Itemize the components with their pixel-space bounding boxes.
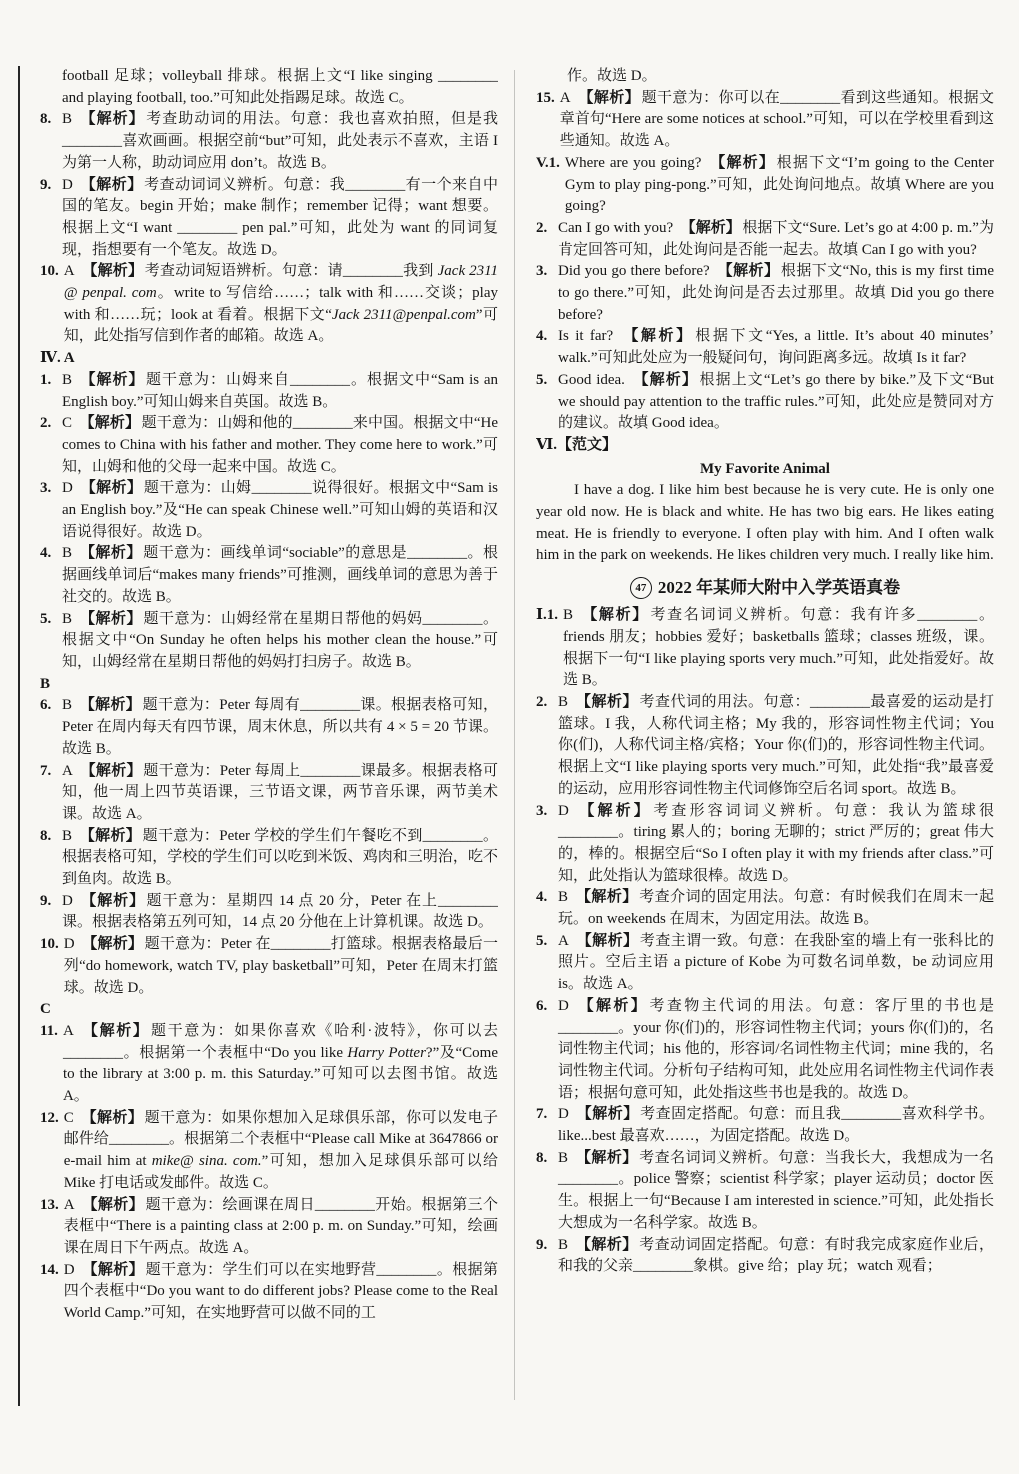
item-number: 15. [536, 89, 555, 106]
item-answer: B [558, 1149, 569, 1166]
answer-item [40, 934, 498, 999]
item-body [558, 218, 994, 261]
text-segment: 根据上文“Let’s go there by bike.”及下文“But we should pay attention to the traffic rules.”可知，此处应是赞同对方的建议。故填 Good idea。 [558, 371, 994, 432]
right-column [536, 66, 994, 1436]
section-heading: C [40, 1001, 51, 1018]
item-answer: A [62, 762, 73, 779]
analysis-tag: 【解析】 [80, 176, 143, 193]
answer-item [536, 1104, 994, 1147]
text-segment: 考查动词词义辨析。句意：我________有一个来自中国的笔友。begin 开始；make 制作；remember 记得；want 想要。根据上文“I want ________ pen pal.”可知，此处为 want 的同词复现，指想要有一个笔友。故选 D。 [62, 176, 498, 258]
item-answer: B [558, 693, 569, 710]
text-segment: 根据下文“Yes, a little. It’s about 40 minutes’ walk.”可知此处应为一般疑问句，询问距离多远。故填 Is it far? [558, 328, 994, 367]
analysis-tag: 【解析】 [576, 997, 649, 1014]
analysis-tag: 【解析】 [79, 697, 142, 714]
answer-item [536, 370, 994, 435]
section-heading: Ⅵ.【范文】 [536, 436, 617, 453]
item-body [64, 1108, 498, 1195]
text-segment: 考查代词的用法。句意：________最喜爱的运动是打篮球。I 我，人称代词主格；My 我的，形容词性物主代词；You 你(们)，人称代词主格/宾格；Your 你(们)的，形容词性物主代词。根据上文“I like playing sports very much.”可知，此处指“我”最喜爱的运动，应用形容词性物主代词修饰空后名词 sport。故选 B。 [558, 693, 994, 797]
item-answer: B [563, 607, 574, 624]
item-number: 3. [536, 263, 548, 280]
item-answer: D [62, 176, 73, 193]
analysis-tag: 【解析】 [575, 693, 639, 710]
item-answer: D [62, 892, 73, 909]
analysis-tag: 【解析】 [80, 480, 143, 497]
text-segment: 题干意为：星期四 14 点 20 分，Peter 在上________课。根据表格第五列可知，14 点 20 分他在上计算机课。故选 D。 [62, 892, 498, 931]
italic-segment: Jack 2311@penpal.com [331, 306, 476, 323]
analysis-tag: 【解析】 [81, 1022, 150, 1039]
answer-item [40, 261, 498, 348]
text-segment: 题干意为：如果你想加入足球俱乐部，你可以发电子邮件给________。根据第二个表框中“Please call Mike at 3647866 or e-mail him at [63, 1109, 498, 1170]
analysis-tag: 【解析】 [575, 1149, 638, 1166]
analysis-tag: 【解析】 [575, 1236, 638, 1253]
item-answer: A [62, 1022, 74, 1039]
item-body [558, 370, 994, 435]
item-answer: D [558, 1106, 569, 1123]
text-segment: 题干意为：山姆来自________。根据文中“Sam is an English boy.”可知山姆来自英国。故选 B。 [62, 371, 498, 410]
item-body [62, 109, 498, 174]
item-answer: C [62, 415, 73, 432]
item-body [558, 326, 994, 369]
item-answer: Good idea. [558, 371, 625, 388]
text-segment: 题干意为：绘画课在周日________开始。根据第三个表框中“There is a painting class at 2:00 p. m. on Sunday.”可知，绘画课在周日下午两点。故选 A。 [63, 1196, 498, 1256]
item-body [64, 1260, 498, 1325]
answer-item [40, 891, 498, 934]
section-heading: Ⅳ. A [40, 350, 75, 367]
analysis-tag: 【解析】 [79, 371, 145, 388]
essay-paragraph: I have a dog. I like him best because he is very cute. He is only one year old now. He is black and white. He has two big ears. He likes eating meat. He is friendly to everyone. I often play with him. And I often walk him in the park on weekends. He likes children very much. I really like him. [536, 482, 994, 564]
analysis-tag: 【解析】 [80, 762, 142, 779]
item-number: 10. [40, 263, 59, 280]
analysis-tag: 【解析】 [680, 219, 741, 236]
text-segment: ”可知，此处指写信到作者的邮箱。故选 A。 [63, 306, 498, 345]
item-body [63, 1021, 498, 1108]
analysis-tag: 【解析】 [79, 610, 143, 627]
item-body [558, 1104, 994, 1147]
analysis-tag: 【解析】 [717, 263, 780, 280]
column-divider [514, 70, 515, 1400]
item-body [64, 934, 498, 999]
item-answer: B [62, 545, 73, 562]
item-body [558, 996, 994, 1105]
answer-item [536, 692, 994, 801]
item-number: 2. [40, 415, 52, 432]
answer-item [536, 1235, 994, 1278]
text-segment: 考查固定搭配。句意：而且我________喜欢科学书。like...best 最喜欢……，为固定搭配。故选 D。 [558, 1106, 994, 1145]
answer-item [536, 88, 994, 153]
analysis-tag: 【解析】 [82, 1261, 145, 1278]
item-number: 4. [40, 545, 52, 562]
exam-title [536, 577, 994, 599]
item-body [62, 370, 498, 413]
answer-item [536, 996, 994, 1105]
text-segment: 题干意为：Peter 在________打篮球。根据表格最后一列“do homework, watch TV, play basketball”可知，Peter 在周末打篮球。故选 D。 [63, 936, 498, 996]
item-number: 10. [40, 936, 59, 953]
item-answer: Where are you going? [564, 154, 702, 171]
item-answer: A [63, 263, 75, 280]
item-body [563, 605, 994, 692]
answer-item [536, 1148, 994, 1235]
item-answer: D [558, 802, 569, 819]
text-segment: 。write to 写信给……；talk with 和……交谈；play with 和……玩；look at 看着。根据下文“ [63, 285, 498, 323]
item-body [62, 175, 498, 262]
analysis-tag: 【解析】 [578, 89, 641, 106]
item-answer: Did you go there before? [558, 263, 710, 280]
item-number: 12. [40, 1109, 59, 1126]
answer-item [40, 109, 498, 174]
item-body [64, 1195, 498, 1260]
text-segment: 作。故选 D。 [567, 68, 657, 84]
text-segment: ”可知，想加入足球俱乐部可以给 Mike 打电话或发邮件。故选 C。 [63, 1153, 498, 1191]
item-number: 2. [536, 219, 548, 236]
page-edge-line [18, 66, 20, 1406]
item-number: 13. [40, 1196, 59, 1213]
item-body [62, 761, 498, 826]
analysis-tag: 【解析】 [79, 111, 145, 128]
item-number: 3. [40, 480, 52, 497]
text-segment: 题干意为：Peter 学校的学生们午餐吃不到________。根据表格可知，学校的学生们可以吃到米饭、鸡肉和三明治，吃不到鱼肉。故选 B。 [62, 827, 498, 888]
item-answer: A [558, 932, 569, 949]
text-segment: 题干意为：山姆和他的________来中国。根据文中“He comes to China with his father and mother. They come here to work.”可知，山姆和他的父母一起来中国。故选 C。 [62, 415, 498, 475]
item-number: 1. [40, 371, 52, 388]
item-answer: B [558, 889, 569, 906]
answer-item [40, 609, 498, 674]
text-segment: 考查动词短语辨析。句意：请________我到 [144, 263, 438, 280]
answer-item [40, 1021, 498, 1108]
section-heading: B [40, 675, 51, 692]
answer-item [40, 695, 498, 760]
item-body [62, 826, 498, 891]
item-answer: Can I go with you? [558, 219, 674, 236]
item-body [558, 1235, 994, 1278]
answer-item [536, 153, 994, 218]
item-number: Ⅰ.1. [536, 607, 559, 624]
item-number: 6. [40, 697, 52, 714]
item-body [558, 887, 994, 930]
answer-item [40, 1108, 498, 1195]
item-number: V.1. [536, 154, 560, 171]
item-number: 5. [40, 610, 52, 627]
analysis-tag: 【解析】 [82, 936, 144, 953]
item-answer: B [62, 697, 73, 714]
item-body [62, 891, 498, 934]
item-number: 14. [40, 1261, 59, 1278]
text-segment: 题干意为：Peter 每周上________课最多。根据表格可知，他一周上四节英语课，三节语文课，两节音乐课，两节美术课。故选 A。 [62, 762, 498, 822]
item-body [558, 801, 994, 888]
item-answer: A [63, 1196, 75, 1213]
text-segment: football 足球；volleyball 排球。根据上文“I like singing ________ and playing football, too.”可知此处指踢足球。故选 C。 [62, 68, 498, 106]
item-number: 8. [40, 827, 52, 844]
text-segment: 考查名词词义辨析。句意：当我长大，我想成为一名________。police 警察；scientist 科学家；player 运动员；doctor 医生。根据上一句“Because I am interested in science.”可知，此处指长大想成为一名科学家。故选 B。 [558, 1149, 994, 1231]
text-segment: 题干意为：画线单词“sociable”的意思是________。根据画线单词后“makes many friends”可推测，画线单词的意思为善于社交的。故选 B。 [62, 545, 498, 605]
text-segment: 考查主谓一致。句意：在我卧室的墙上有一张科比的照片。空后主语 a picture of Kobe 为可数名词单数，be 动词应用 is。故选 A。 [558, 932, 994, 993]
analysis-tag: 【解析】 [79, 415, 141, 432]
answer-item [40, 826, 498, 891]
essay-title: My Favorite Animal [700, 460, 830, 477]
analysis-tag: 【解析】 [576, 802, 652, 819]
text-segment: 考查物主代词的用法。句意：客厅里的书也是________。your 你(们)的，形容词性物主代词；yours 你(们)的，名词性物主代词；his 他的，形容词/名词性物主代词；mine 我的，名词性物主代词。分析句子结构可知，此处应用名词性物主代词作表语；根据句意可知，此处指这些书也是我的。故选 D。 [558, 997, 994, 1101]
answer-item [536, 801, 994, 888]
item-answer: B [62, 371, 73, 388]
analysis-tag: 【解析】 [81, 1109, 144, 1126]
item-answer: D [63, 1261, 75, 1278]
item-number: 7. [536, 1106, 548, 1123]
item-number: 8. [536, 1149, 548, 1166]
analysis-tag: 【解析】 [576, 932, 639, 949]
item-number: 4. [536, 328, 548, 345]
text-segment: 考查名词词义辨析。句意：我有许多________。friends 朋友；hobbies 爱好；basketballs 篮球；classes 班级，课。根据下一句“I like playing sports very much.”可知，此处指爱好。故选 B。 [563, 607, 994, 689]
left-column [40, 66, 498, 1436]
item-number: 11. [40, 1022, 58, 1039]
text-segment: 题干意为：Peter 每周有________课。根据表格可知，Peter 在周内每天有四节课，周末休息，所以共有 4 × 5 = 20 节课。故选 B。 [62, 697, 498, 757]
answer-item [536, 887, 994, 930]
answer-item [536, 326, 994, 369]
text-segment: 题干意为：学生们可以在实地野营________。根据第四个表框中“Do you want to do different jobs? Please come to the Real World Camp.”可知，在实地野营可以做不同的工 [63, 1261, 498, 1322]
analysis-tag: 【解析】 [82, 1196, 145, 1213]
exam-title-text: 2022 年某师大附中入学英语真卷 [657, 578, 901, 598]
item-answer: D [62, 480, 73, 497]
item-number: 3. [536, 802, 548, 819]
item-answer: Is it far? [558, 328, 614, 345]
item-body [560, 88, 994, 153]
item-answer: D [558, 997, 569, 1014]
item-number: 6. [536, 997, 548, 1014]
text-segment: 考查助动词的用法。句意：我也喜欢拍照，但是我________喜欢画画。根据空前“but”可知，此处表示不喜欢，主语 I 为第一人称，助动词应用 don’t。故选 B。 [62, 111, 498, 171]
item-number: 8. [40, 111, 52, 128]
item-number: 5. [536, 932, 548, 949]
item-body [62, 478, 498, 543]
answer-item [536, 261, 994, 326]
item-body [558, 261, 994, 326]
item-answer: B [62, 610, 73, 627]
item-number: 9. [40, 176, 52, 193]
item-body [62, 413, 498, 478]
item-body [558, 692, 994, 801]
answer-item [40, 175, 498, 262]
answer-item [40, 1195, 498, 1260]
item-answer: B [558, 1236, 569, 1253]
item-body [558, 1148, 994, 1235]
answer-item [536, 605, 994, 692]
item-number: 9. [536, 1236, 548, 1253]
item-answer: D [63, 936, 75, 953]
answer-item [536, 931, 994, 996]
analysis-tag: 【解析】 [708, 154, 776, 171]
italic-segment: Jack 2311 @ penpal. com [63, 263, 498, 302]
item-body [62, 695, 498, 760]
item-number: 2. [536, 693, 548, 710]
text-segment: 题干意为：如果你喜欢《哈利·波特》，你可以去________。根据第一个表框中“Do you like [62, 1022, 498, 1061]
item-answer: C [63, 1109, 74, 1126]
item-answer: B [62, 111, 73, 128]
text-segment: 考查动词固定搭配。句意：有时我完成家庭作业后，和我的父亲________象棋。give 给；play 玩；watch 观看； [558, 1236, 994, 1275]
answer-item [40, 761, 498, 826]
italic-segment: mike@ sina. com. [151, 1153, 262, 1170]
answer-item [40, 478, 498, 543]
text-segment: 根据下文“Sure. Let’s go at 4:00 p. m.”为肯定回答可知，此处询问是否能一起去。故填 Can I go with you? [558, 219, 994, 258]
continued-paragraph [536, 66, 994, 88]
answer-item [536, 218, 994, 261]
text-segment: 考查介词的固定用法。句意：有时候我们在周末一起玩。on weekends 在周末，为固定用法。故选 B。 [558, 889, 994, 928]
item-number: 5. [536, 371, 548, 388]
answer-item [40, 413, 498, 478]
item-body [558, 931, 994, 996]
text-segment: 题干意为：山姆经常在星期日帮他的妈妈________。根据文中“On Sunday he often helps his mother clean the house.”可知，山姆经常在星期日帮他的妈妈打扫房子。故选 B。 [62, 610, 498, 670]
item-body [62, 609, 498, 674]
item-number: 7. [40, 762, 52, 779]
text-segment: 考查形容词词义辨析。句意：我认为篮球很________。tiring 累人的；boring 无聊的；strict 严厉的；great 伟大的，棒的。根据空后“So I often play it with my friends after class.”可知，此处指认为篮球很棒。故选 D。 [558, 802, 994, 884]
item-answer: B [62, 827, 73, 844]
item-body [64, 261, 498, 348]
item-number: 9. [40, 892, 52, 909]
exam-number-badge: 47 [630, 577, 652, 599]
analysis-tag: 【解析】 [82, 263, 144, 280]
answer-item [40, 543, 498, 608]
analysis-tag: 【解析】 [576, 1106, 639, 1123]
answer-item [40, 1260, 498, 1325]
text-segment: 题干意为：你可以在________看到这些通知。根据文章首句“Here are some notices at school.”可知，可以在学校里看到这些通知。故选 A。 [559, 89, 994, 150]
item-number: 4. [536, 889, 548, 906]
answer-item [40, 370, 498, 413]
analysis-tag: 【解析】 [580, 607, 649, 624]
text-segment: 根据下文“I’m going to the Center Gym to play ping-pong.”可知，此处询问地点。故填 Where are you going? [564, 154, 994, 215]
text-segment: 题干意为：山姆________说得很好。根据文中“Sam is an English boy.”及“He can speak Chinese well.”可知山姆的英语和汉语说得很好。故选 D。 [62, 480, 498, 540]
item-answer: A [559, 89, 571, 106]
analysis-tag: 【解析】 [575, 889, 638, 906]
italic-segment: Harry Potter [347, 1044, 426, 1061]
analysis-tag: 【解析】 [620, 328, 694, 345]
item-body [62, 543, 498, 608]
text-segment: ?”及“Come to the library at 3:00 p. m. this Saturday.”可知可以去图书馆。故选 A。 [62, 1044, 498, 1105]
continued-paragraph [40, 66, 498, 109]
analysis-tag: 【解析】 [79, 827, 142, 844]
analysis-tag: 【解析】 [632, 371, 698, 388]
item-body [565, 153, 994, 218]
text-segment: 根据下文“No, this is my first time to go there.”可知，此处询问是否去过那里。故填 Did you go there before? [558, 263, 994, 323]
analysis-tag: 【解析】 [80, 892, 146, 909]
analysis-tag: 【解析】 [79, 545, 142, 562]
